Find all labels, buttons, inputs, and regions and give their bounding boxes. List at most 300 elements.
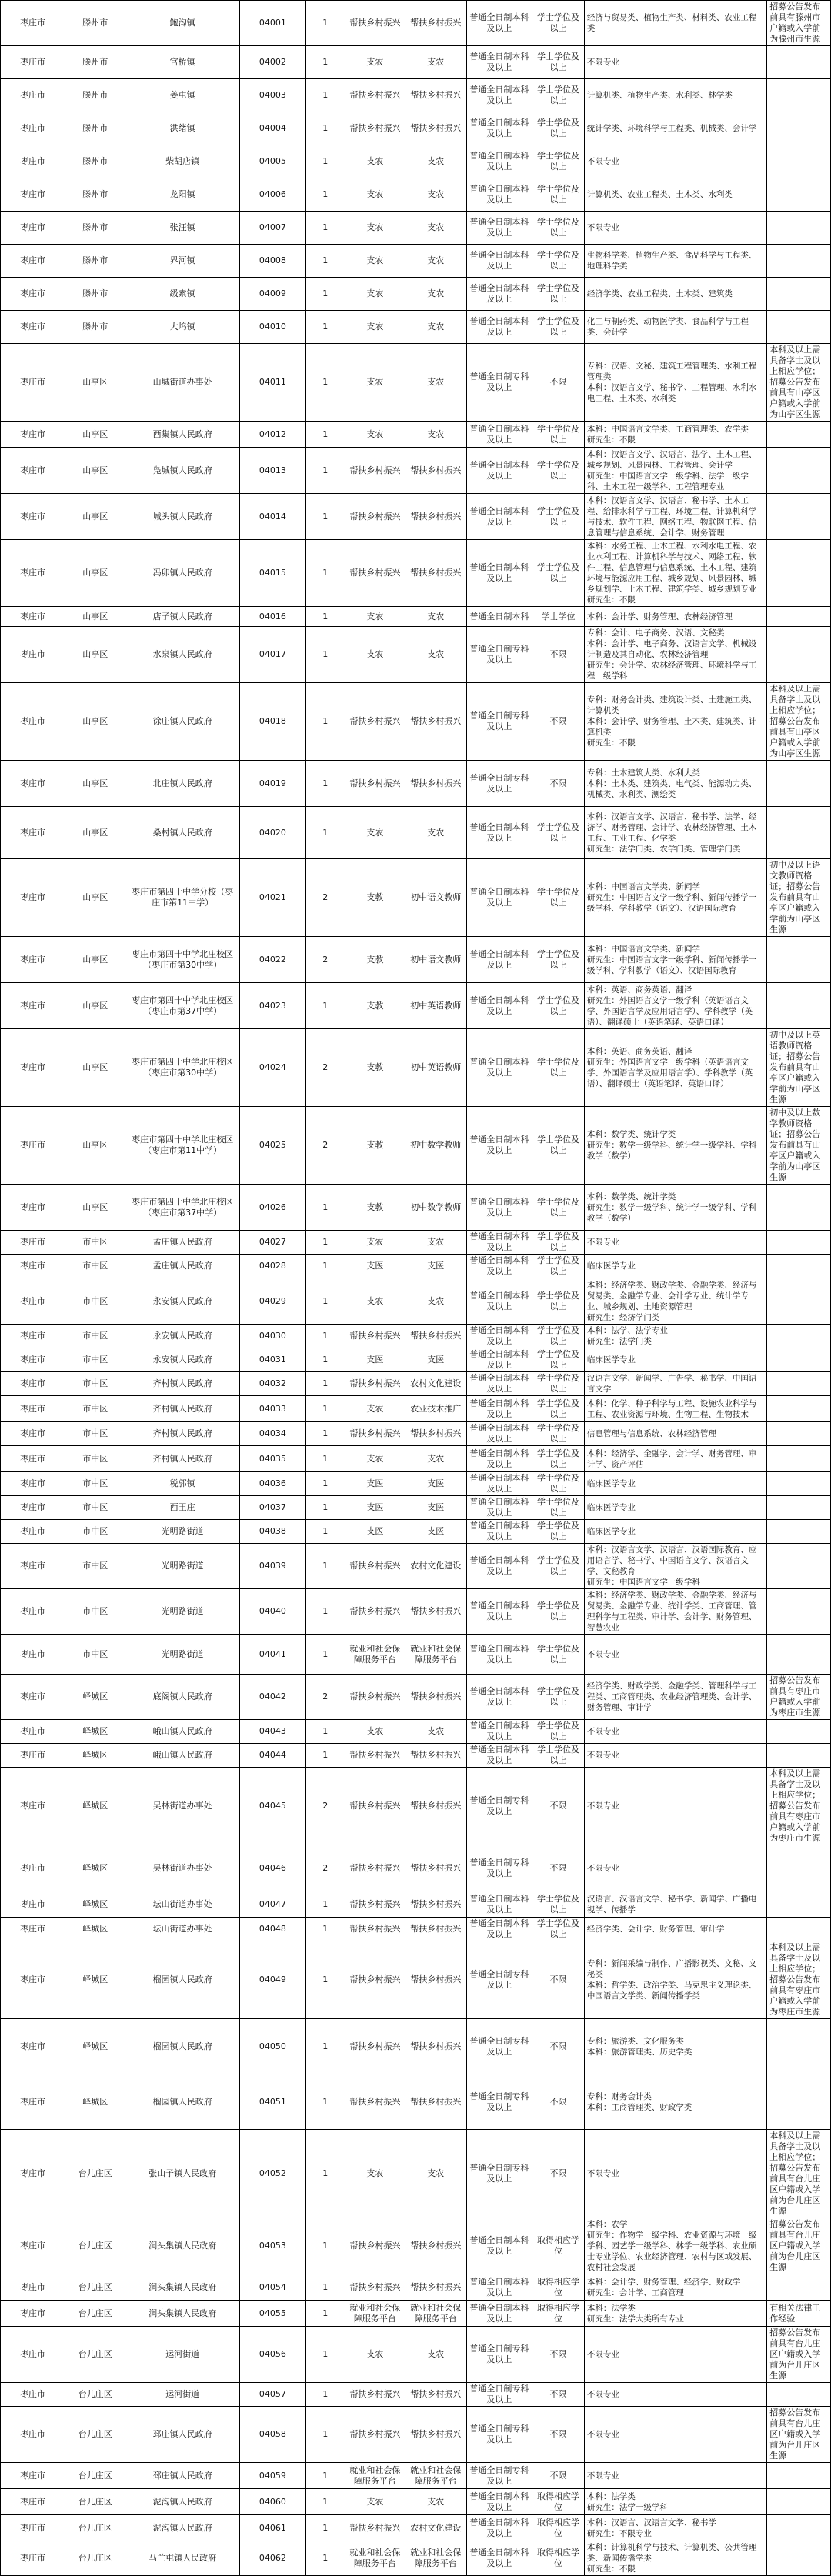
service-category-cell: 帮扶乡村振兴 [345,1744,405,1768]
department-cell: 榴园镇人民政府 [125,1941,240,2019]
department-cell: 吴林街道办事处 [125,1845,240,1891]
city-cell: 枣庄市 [1,2074,65,2130]
city-cell: 枣庄市 [1,859,65,937]
degree-cell: 学士学位及以上 [532,79,585,112]
headcount-cell: 1 [305,1891,345,1918]
position-name-cell: 初中语文教师 [405,937,466,983]
department-cell: 张汪镇 [125,212,240,245]
degree-cell: 学士学位及以上 [532,422,585,448]
city-cell: 枣庄市 [1,245,65,278]
major-requirement-cell: 不限专业 [584,212,766,245]
degree-cell: 不限 [532,344,585,422]
service-category-cell: 帮扶乡村振兴 [345,1918,405,1941]
table-row [1,1372,831,1396]
education-cell: 普通全日制本科及以上 [466,2301,532,2327]
city-cell: 枣庄市 [1,46,65,79]
city-cell: 枣庄市 [1,1,65,46]
headcount-cell: 1 [305,1396,345,1422]
position-name-cell: 帮扶乡村振兴 [405,1675,466,1720]
education-cell: 普通全日制本科及以上 [466,1348,532,1372]
education-cell: 普通全日制专科及以上 [466,761,532,807]
major-requirement-cell: 汉语言文学、新闻学、广告学、秘书学、中国语言文学 [584,1372,766,1396]
city-cell: 枣庄市 [1,2301,65,2327]
remarks-cell [767,1520,831,1544]
table-row [1,1520,831,1544]
remarks-cell [767,1496,831,1520]
education-cell: 普通全日制本科及以上 [466,1544,532,1589]
education-cell: 普通全日制本科及以上 [466,1675,532,1720]
position-code-cell: 04020 [240,807,306,859]
major-requirement-cell: 经济与贸易类、植物生产类、材料类、农业工程类 [584,1,766,46]
major-requirement-cell: 信息管理与信息系统、农林经济管理 [584,1422,766,1446]
remarks-cell: 初中及以上语文教师资格证；招募公告发布前具有山亭区户籍或入学前为山亭区生源 [767,859,831,937]
education-cell: 普通全日制本科及以上 [466,1589,532,1635]
remarks-cell: 招募公告发布前具有枣庄市户籍或入学前为枣庄市生源 [767,1675,831,1720]
degree-cell: 不限 [532,2130,585,2218]
major-requirement-cell: 不限专业 [584,1720,766,1744]
headcount-cell: 1 [305,2463,345,2489]
service-category-cell: 支农 [345,1446,405,1472]
position-name-cell: 初中数学教师 [405,1107,466,1185]
position-name-cell: 支农 [405,311,466,344]
city-cell: 枣庄市 [1,1720,65,1744]
department-cell: 泥沟镇人民政府 [125,2489,240,2515]
district-cell: 山亭区 [65,607,125,627]
remarks-cell [767,2019,831,2074]
city-cell: 枣庄市 [1,278,65,311]
education-cell: 普通全日制专科及以上 [466,2463,532,2489]
city-cell: 枣庄市 [1,1278,65,1325]
table-row [1,2218,831,2274]
position-code-cell: 04046 [240,1845,306,1891]
headcount-cell: 1 [305,807,345,859]
service-category-cell: 帮扶乡村振兴 [345,2407,405,2463]
major-requirement-cell: 专科：汉语、文秘、建筑工程管理类、水利工程管理类 本科：汉语言文学、秘书学、工程管理、水利水电工程、土木类、水利类 [584,344,766,422]
district-cell: 山亭区 [65,1107,125,1185]
position-name-cell: 帮扶乡村振兴 [405,1589,466,1635]
table-row [1,1720,831,1744]
position-code-cell: 04061 [240,2515,306,2541]
service-category-cell: 支农 [345,1396,405,1422]
headcount-cell: 2 [305,937,345,983]
headcount-cell: 1 [305,112,345,145]
major-requirement-cell: 本科：汉语言文学、汉语言、秘书学、法学、经济学、财务管理、会计学、农林经济管理、土木工程、工业工程、化学类 研究生：法学门类、农学门类、管理学门类 [584,807,766,859]
degree-cell: 学士学位及以上 [532,145,585,178]
department-cell: 税郭镇 [125,1472,240,1496]
degree-cell: 学士学位及以上 [532,1635,585,1675]
remarks-cell [767,1918,831,1941]
headcount-cell: 1 [305,1372,345,1396]
major-requirement-cell: 本科：汉语言文学、汉语言、秘书学、土木工程、给排水科学与工程、环境工程、计算机科学与技术、软件工程、网络工程、物联网工程、信息管理与信息系统、会计学、财务管理 [584,494,766,540]
city-cell: 枣庄市 [1,1396,65,1422]
department-cell: 北庄镇人民政府 [125,761,240,807]
district-cell: 山亭区 [65,494,125,540]
major-requirement-cell: 本科：中国语言文学类、新闻学 研究生：中国语言文学一级学科、新闻传播学一级学科、学科教学（语文）、汉语国际教育 [584,859,766,937]
city-cell: 枣庄市 [1,761,65,807]
headcount-cell: 1 [305,761,345,807]
headcount-cell: 1 [305,1185,345,1231]
position-name-cell: 帮扶乡村振兴 [405,1941,466,2019]
headcount-cell: 1 [305,278,345,311]
position-code-cell: 04049 [240,1941,306,2019]
position-name-cell: 初中英语教师 [405,983,466,1029]
remarks-cell: 招募公告发布前具有台儿庄区户籍或入学前为台儿庄区生源 [767,2218,831,2274]
major-requirement-cell: 本科：数学类、统计学类 研究生：数学一级学科、统计学一级学科、学科教学（数学） [584,1107,766,1185]
education-cell: 普通全日制本科及以上 [466,2515,532,2541]
position-name-cell: 帮扶乡村振兴 [405,448,466,494]
position-code-cell: 04012 [240,422,306,448]
position-name-cell: 农村文化建设 [405,1544,466,1589]
education-cell: 普通全日制本科及以上 [466,448,532,494]
service-category-cell: 支农 [345,1231,405,1255]
position-code-cell: 04024 [240,1029,306,1107]
remarks-cell [767,278,831,311]
department-cell: 官桥镇 [125,46,240,79]
education-cell: 普通全日制本科及以上 [466,212,532,245]
degree-cell: 取得相应学位 [532,2301,585,2327]
position-code-cell: 04031 [240,1348,306,1372]
headcount-cell: 2 [305,1675,345,1720]
district-cell: 市中区 [65,1422,125,1446]
education-cell: 普通全日制专科及以上 [466,2407,532,2463]
major-requirement-cell: 本科：中国语言文学类、工商管理类、农学类 研究生：不限 [584,422,766,448]
position-name-cell: 支农 [405,145,466,178]
department-cell: 底阁镇人民政府 [125,1675,240,1720]
table-row [1,1589,831,1635]
district-cell: 市中区 [65,1635,125,1675]
degree-cell: 学士学位及以上 [532,1185,585,1231]
department-cell: 水泉镇人民政府 [125,627,240,683]
education-cell: 普通全日制本科及以上 [466,1396,532,1422]
remarks-cell [767,1446,831,1472]
city-cell: 枣庄市 [1,1589,65,1635]
service-category-cell: 支农 [345,212,405,245]
major-requirement-cell: 本科：中国语言文学类、新闻学 研究生：中国语言文学一级学科、新闻传播学一级学科、学科教学（语文）、汉语国际教育 [584,937,766,983]
district-cell: 山亭区 [65,683,125,761]
position-name-cell: 支医 [405,1472,466,1496]
remarks-cell [767,1891,831,1918]
service-category-cell: 支教 [345,983,405,1029]
headcount-cell: 1 [305,2383,345,2407]
position-name-cell: 帮扶乡村振兴 [405,2019,466,2074]
service-category-cell: 帮扶乡村振兴 [345,79,405,112]
headcount-cell: 2 [305,1107,345,1185]
headcount-cell: 1 [305,145,345,178]
major-requirement-cell: 经济学类、财政学类、金融学类、管理科学与工程类、工商管理类、农业经济管理类、会计学、财务管理、审计学 [584,1675,766,1720]
district-cell: 市中区 [65,1496,125,1520]
remarks-cell [767,145,831,178]
education-cell: 普通全日制本科及以上 [466,2274,532,2301]
service-category-cell: 支教 [345,1029,405,1107]
city-cell: 枣庄市 [1,1029,65,1107]
position-name-cell: 帮扶乡村振兴 [405,1918,466,1941]
city-cell: 枣庄市 [1,1231,65,1255]
education-cell: 普通全日制本科及以上 [466,178,532,212]
district-cell: 峄城区 [65,1941,125,2019]
table-row [1,1635,831,1675]
city-cell: 枣庄市 [1,2274,65,2301]
position-name-cell: 帮扶乡村振兴 [405,1768,466,1845]
service-category-cell: 支农 [345,2327,405,2383]
service-category-cell: 支农 [345,46,405,79]
position-name-cell: 帮扶乡村振兴 [405,683,466,761]
department-cell: 徐庄镇人民政府 [125,683,240,761]
department-cell: 光明路街道 [125,1589,240,1635]
position-code-cell: 04060 [240,2489,306,2515]
position-code-cell: 04001 [240,1,306,46]
department-cell: 柴胡店镇 [125,145,240,178]
city-cell: 枣庄市 [1,494,65,540]
education-cell: 普通全日制本科及以上 [466,1635,532,1675]
city-cell: 枣庄市 [1,1941,65,2019]
table-row [1,2327,831,2383]
city-cell: 枣庄市 [1,1422,65,1446]
service-category-cell: 就业和社会保障服务平台 [345,2301,405,2327]
remarks-cell [767,2489,831,2515]
major-requirement-cell: 本科：经济学、金融学、会计学、财务管理、审计学、资产评估 [584,1446,766,1472]
district-cell: 市中区 [65,1372,125,1396]
education-cell: 普通全日制本科及以上 [466,1185,532,1231]
service-category-cell: 支农 [345,245,405,278]
position-code-cell: 04002 [240,46,306,79]
table-row [1,112,831,145]
district-cell: 台儿庄区 [65,2489,125,2515]
remarks-cell [767,2515,831,2541]
education-cell: 普通全日制本科及以上 [466,1720,532,1744]
degree-cell: 不限 [532,2383,585,2407]
table-row [1,627,831,683]
district-cell: 峄城区 [65,1891,125,1918]
education-cell: 普通全日制专科及以上 [466,2130,532,2218]
table-row [1,2407,831,2463]
remarks-cell [767,212,831,245]
position-name-cell: 支农 [405,807,466,859]
position-code-cell: 04008 [240,245,306,278]
position-code-cell: 04007 [240,212,306,245]
remarks-cell [767,494,831,540]
remarks-cell [767,627,831,683]
headcount-cell: 1 [305,344,345,422]
degree-cell: 学士学位及以上 [532,937,585,983]
major-requirement-cell: 生物科学类、植物生产类、食品科学与工程类、地理科学类 [584,245,766,278]
service-category-cell: 支农 [345,1720,405,1744]
table-row [1,540,831,607]
position-code-cell: 04005 [240,145,306,178]
remarks-cell [767,1720,831,1744]
remarks-cell [767,1372,831,1396]
department-cell: 张山子镇人民政府 [125,2130,240,2218]
position-code-cell: 04045 [240,1768,306,1845]
table-row [1,2515,831,2541]
table-row [1,1029,831,1107]
service-category-cell: 帮扶乡村振兴 [345,2515,405,2541]
major-requirement-cell: 专科：财务会计类、建筑设计类、土建施工类、计算机类 本科：会计学、财务管理、土木类、建筑类、计算机类 研究生：不限 [584,683,766,761]
education-cell: 普通全日制专科及以上 [466,2019,532,2074]
headcount-cell: 1 [305,1720,345,1744]
education-cell: 普通全日制本科及以上 [466,1891,532,1918]
degree-cell: 学士学位及以上 [532,245,585,278]
position-name-cell: 支医 [405,1255,466,1278]
service-category-cell: 帮扶乡村振兴 [345,2383,405,2407]
remarks-cell: 本科及以上需具备学士及以上相应学位；招募公告发布前具有枣庄市户籍或入学前为枣庄市生源 [767,1941,831,2019]
district-cell: 台儿庄区 [65,2383,125,2407]
headcount-cell: 1 [305,1255,345,1278]
table-row [1,1496,831,1520]
city-cell: 枣庄市 [1,1472,65,1496]
education-cell: 普通全日制专科及以上 [466,344,532,422]
table-row [1,79,831,112]
position-code-cell: 04055 [240,2301,306,2327]
service-category-cell: 支医 [345,1496,405,1520]
degree-cell: 取得相应学位 [532,2489,585,2515]
service-category-cell: 支农 [345,807,405,859]
service-category-cell: 帮扶乡村振兴 [345,683,405,761]
degree-cell: 学士学位及以上 [532,1472,585,1496]
position-code-cell: 04023 [240,983,306,1029]
remarks-cell [767,1422,831,1446]
service-category-cell: 帮扶乡村振兴 [345,1544,405,1589]
education-cell: 普通全日制本科及以上 [466,2541,532,2576]
degree-cell: 学士学位及以上 [532,1446,585,1472]
remarks-cell [767,1255,831,1278]
remarks-cell [767,607,831,627]
major-requirement-cell: 计算机类、植物生产类、水利类、林学类 [584,79,766,112]
table-row [1,311,831,344]
education-cell: 普通全日制本科及以上 [466,311,532,344]
major-requirement-cell: 专科：新闻采编与制作、广播影视类、文秘、文秘类 本科：哲学类、政治学类、马克思主义理论类、中国语言文学类、新闻传播学类 [584,1941,766,2019]
district-cell: 山亭区 [65,1185,125,1231]
position-name-cell: 农村文化建设 [405,1372,466,1396]
education-cell: 普通全日制本科及以上 [466,1520,532,1544]
major-requirement-cell: 不限专业 [584,145,766,178]
education-cell: 普通全日制本科及以上 [466,79,532,112]
remarks-cell [767,1472,831,1496]
major-requirement-cell: 专科：会计、电子商务、汉语、文秘类 本科：会计学、电子商务、汉语言文学、机械设计制造及其自动化、农林经济管理 研究生：会计学、农林经济管理、环境科学与工程一级学科 [584,627,766,683]
position-name-cell: 帮扶乡村振兴 [405,761,466,807]
table-row [1,1107,831,1185]
city-cell: 枣庄市 [1,2130,65,2218]
district-cell: 滕州市 [65,112,125,145]
district-cell: 山亭区 [65,807,125,859]
district-cell: 山亭区 [65,937,125,983]
service-category-cell: 帮扶乡村振兴 [345,2074,405,2130]
district-cell: 市中区 [65,1255,125,1278]
service-category-cell: 支农 [345,311,405,344]
position-code-cell: 04053 [240,2218,306,2274]
department-cell: 枣庄市第四十中学分校（枣庄市第11中学） [125,859,240,937]
position-code-cell: 04052 [240,2130,306,2218]
table-row [1,1891,831,1918]
remarks-cell [767,1325,831,1348]
major-requirement-cell: 本科：法学、法学专业 研究生：法学门类 [584,1325,766,1348]
district-cell: 峄城区 [65,1675,125,1720]
position-name-cell: 帮扶乡村振兴 [405,2274,466,2301]
table-row [1,983,831,1029]
district-cell: 滕州市 [65,79,125,112]
table-row [1,859,831,937]
position-name-cell: 帮扶乡村振兴 [405,494,466,540]
city-cell: 枣庄市 [1,627,65,683]
education-cell: 普通全日制本科及以上 [466,983,532,1029]
service-category-cell: 帮扶乡村振兴 [345,494,405,540]
service-category-cell: 帮扶乡村振兴 [345,2274,405,2301]
department-cell: 永安镇人民政府 [125,1278,240,1325]
headcount-cell: 1 [305,1446,345,1472]
degree-cell: 学士学位及以上 [532,46,585,79]
position-code-cell: 04037 [240,1496,306,1520]
district-cell: 市中区 [65,1231,125,1255]
position-name-cell: 支农 [405,344,466,422]
service-category-cell: 支农 [345,422,405,448]
major-requirement-cell: 本科：汉语言、汉语言文学、秘书学 研究生：不限专业 [584,2515,766,2541]
education-cell: 普通全日制本科及以上 [466,1325,532,1348]
remarks-cell: 本科及以上需具备学士及以上相应学位；招募公告发布前具有台儿庄区户籍或入学前为台儿庄区生源 [767,2130,831,2218]
table-row [1,2541,831,2576]
degree-cell: 学士学位及以上 [532,1918,585,1941]
table-row [1,2301,831,2327]
degree-cell: 不限 [532,761,585,807]
city-cell: 枣庄市 [1,2019,65,2074]
remarks-cell: 招募公告发布前具有台儿庄区户籍或入学前为台儿庄区生源 [767,2407,831,2463]
position-code-cell: 04056 [240,2327,306,2383]
major-requirement-cell: 本科：会计学、财务管理、农林经济管理 [584,607,766,627]
department-cell: 西王庄 [125,1496,240,1520]
position-code-cell: 04011 [240,344,306,422]
department-cell: 枣庄市第四十中学北庄校区（枣庄市第37中学） [125,983,240,1029]
headcount-cell: 1 [305,1635,345,1675]
service-category-cell: 帮扶乡村振兴 [345,761,405,807]
position-name-cell: 就业和社会保障服务平台 [405,2463,466,2489]
position-code-cell: 04014 [240,494,306,540]
department-cell: 吴林街道办事处 [125,1768,240,1845]
headcount-cell: 1 [305,607,345,627]
department-cell: 大坞镇 [125,311,240,344]
service-category-cell: 帮扶乡村振兴 [345,1941,405,2019]
major-requirement-cell: 本科：计算机科学与技术、计算机类、公共管理类、新闻传播学类 研究生：不限 [584,2541,766,2576]
major-requirement-cell: 本科：农学 研究生：作物学一级学科、农业资源与环境一级学科、园艺学一级学科、林学一级学科、农业硕士专业学位、农业经济管理、农村与区域发展、农村社会发展 [584,2218,766,2274]
city-cell: 枣庄市 [1,2327,65,2383]
table-row [1,1396,831,1422]
department-cell: 凫城镇人民政府 [125,448,240,494]
position-name-cell: 支农 [405,1278,466,1325]
remarks-cell [767,1231,831,1255]
major-requirement-cell: 经济学类、会计学、财务管理、审计学 [584,1918,766,1941]
headcount-cell: 1 [305,1472,345,1496]
department-cell: 光明路街道 [125,1544,240,1589]
major-requirement-cell: 本科：英语、商务英语、翻译 研究生：外国语言文学一级学科（英语语言文学、外国语言学及应用语言学）、学科教学（英语）、翻译硕士（英语笔译、英语口译） [584,1029,766,1107]
major-requirement-cell: 不限专业 [584,1744,766,1768]
district-cell: 山亭区 [65,627,125,683]
education-cell: 普通全日制本科及以上 [466,46,532,79]
city-cell: 枣庄市 [1,1768,65,1845]
department-cell: 西集镇人民政府 [125,422,240,448]
major-requirement-cell: 专科：旅游类、文化服务类 本科：旅游管理类、历史学类 [584,2019,766,2074]
service-category-cell: 支教 [345,937,405,983]
district-cell: 市中区 [65,1396,125,1422]
remarks-cell [767,1635,831,1675]
headcount-cell: 2 [305,1768,345,1845]
major-requirement-cell: 不限专业 [584,1635,766,1675]
district-cell: 峄城区 [65,2019,125,2074]
major-requirement-cell: 本科：会计学、财务管理、经济学、财政学 研究生：会计学、工商管理 [584,2274,766,2301]
department-cell: 孟庄镇人民政府 [125,1255,240,1278]
position-code-cell: 04019 [240,761,306,807]
department-cell: 光明路街道 [125,1635,240,1675]
service-category-cell: 帮扶乡村振兴 [345,1675,405,1720]
department-cell: 齐村镇人民政府 [125,1446,240,1472]
headcount-cell: 1 [305,311,345,344]
city-cell: 枣庄市 [1,1675,65,1720]
